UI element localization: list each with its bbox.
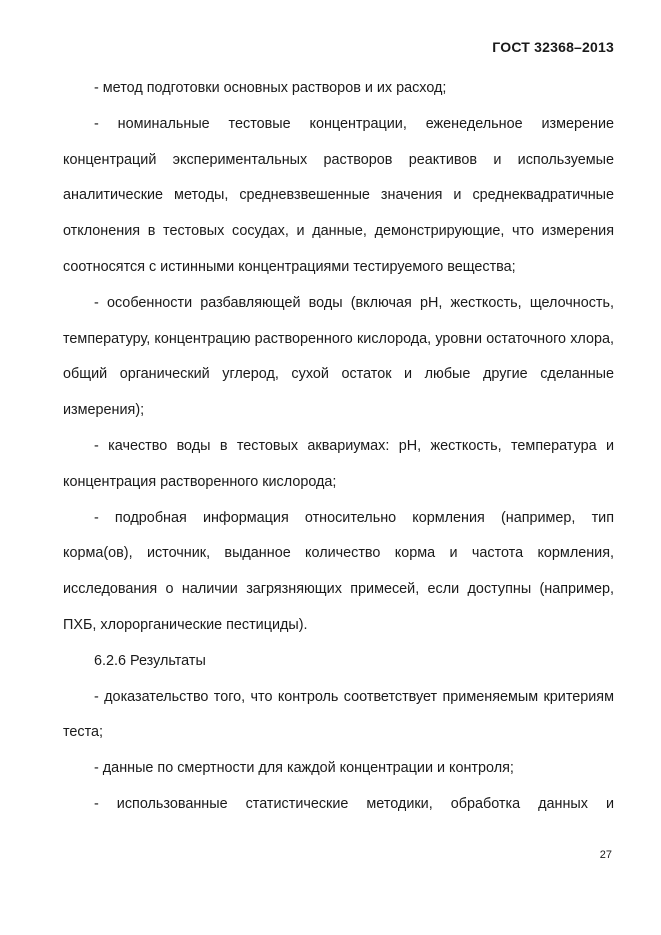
paragraph-statistical-methods: - использованные статистические методики, обработка данных и bbox=[94, 795, 614, 812]
paragraph-water-quality: - качество воды в тестовых аквариумах: pH, жесткость, температура и концентрация растворенного кислорода; bbox=[63, 437, 614, 490]
paragraph-feeding: - подробная информация относительно кормления (например, тип корма(ов), источник, выданное количество корма и частота кормления, исследования о наличии загрязняющих примесей, если доступны (например, ПХБ, хлорорганические пестициды). bbox=[63, 509, 614, 633]
section-heading-results: 6.2.6 Результаты bbox=[94, 652, 206, 669]
paragraph-dilution-water: - особенности разбавляющей воды (включая pH, жесткость, щелочность, температуру, концентрацию растворенного кислорода, уровни остаточного хлора, общий органический углерод, сухой остаток и любые другие сделанные измерения); bbox=[63, 294, 614, 419]
paragraph-stock-solutions: - метод подготовки основных растворов и их расход; bbox=[94, 80, 447, 96]
document-code: ГОСТ 32368–2013 bbox=[492, 39, 614, 55]
paragraph-control-criteria: - доказательство того, что контроль соответствует применяемым критериям теста; bbox=[63, 688, 614, 741]
page-number: 27 bbox=[599, 849, 612, 861]
paragraph-test-concentrations: - номинальные тестовые концентрации, еженедельное измерение концентраций экспериментальных растворов реактивов и используемые аналитические методы, средневзвешенные значения и среднеквадратичные отклонения в тестовых сосудах, и данные, демонстрирующие, что измерения соотносятся с истинными концентрациями тестируемого вещества; bbox=[63, 115, 614, 275]
paragraph-mortality-data: - данные по смертности для каждой концентрации и контроля; bbox=[94, 760, 514, 777]
document-body bbox=[63, 71, 614, 823]
